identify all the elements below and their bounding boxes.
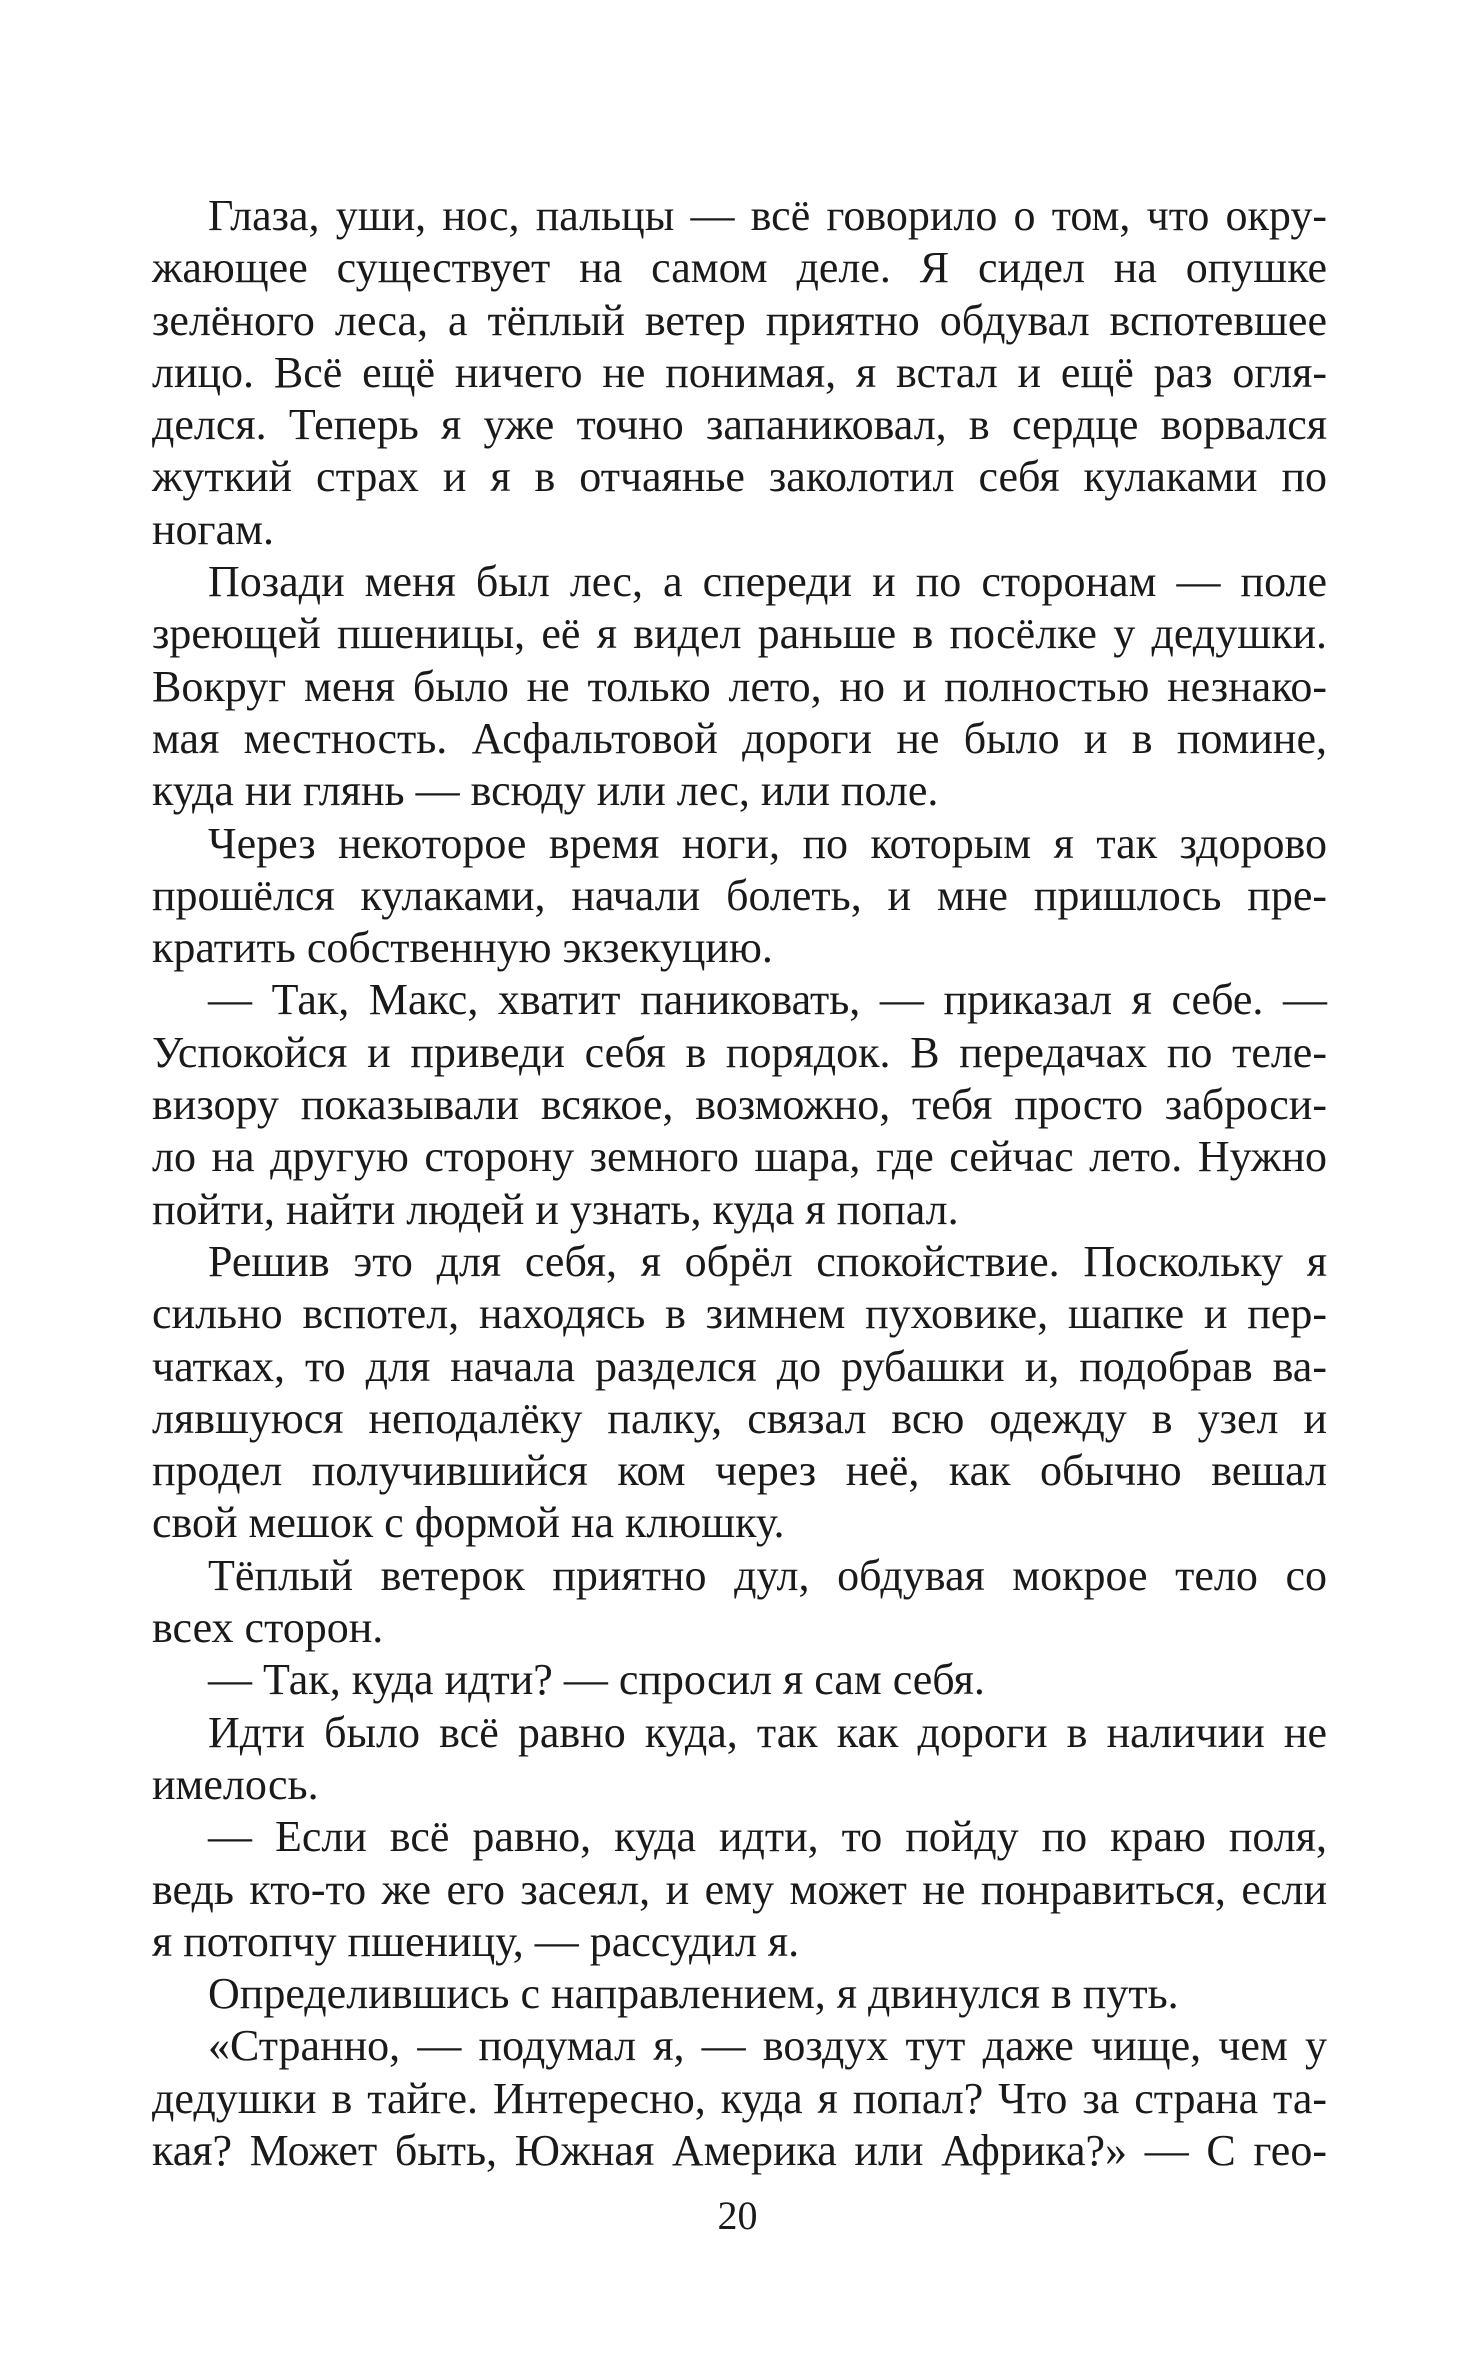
text-line: имелось.	[152, 1759, 319, 1809]
text-line: продел получившийся ком через неё, как обычно вешал	[152, 1446, 1327, 1496]
text-line: я потопчу пшеницу, — рассудил я.	[152, 1916, 800, 1966]
text-line: Решив это для себя, я обрёл спокойствие. Поскольку я	[208, 1236, 1327, 1286]
text-line: кая? Может быть, Южная Америка или Африка?» — С гео-	[152, 2125, 1327, 2175]
text-line: Тёплый ветерок приятно дул, обдувая мокрое тело со	[208, 1550, 1327, 1600]
text-line: Вокруг меня было не только лето, но и полностью незнако-	[152, 661, 1327, 711]
text-line: пойти, найти людей и узнать, куда я попал.	[152, 1184, 959, 1234]
text-line: «Странно, — подумал я, — воздух тут даже чище, чем у	[208, 2021, 1327, 2071]
body-text	[152, 190, 1327, 2177]
text-line: жающее существует на самом деле. Я сидел на опушке	[152, 243, 1327, 293]
text-line: делся. Теперь я уже точно запаниковал, в сердце ворвался	[152, 400, 1327, 450]
text-line: — Так, Макс, хватит паниковать, — приказал я себе. —	[208, 975, 1327, 1025]
text-line: всех сторон.	[152, 1603, 384, 1653]
text-line: ногам.	[152, 504, 274, 554]
text-line: Идти было всё равно куда, так как дороги в наличии не	[208, 1707, 1327, 1757]
text-line: зреющей пшеницы, её я видел раньше в посёлке у дедушки.	[152, 609, 1327, 659]
text-line: Успокойся и приведи себя в порядок. В передачах по теле-	[152, 1027, 1327, 1077]
page-number: 20	[717, 2193, 758, 2238]
text-line: прошёлся кулаками, начали болеть, и мне пришлось пре-	[152, 870, 1327, 920]
text-line: дедушки в тайге. Интересно, куда я попал? Что за страна та-	[152, 2073, 1327, 2123]
text-line: зелёного леса, а тёплый ветер приятно обдувал вспотевшее	[152, 295, 1327, 345]
text-line: Глаза, уши, нос, пальцы — всё говорило о том, что окру-	[208, 191, 1327, 240]
text-line: кратить собственную экзекуцию.	[152, 923, 773, 973]
text-line: чатках, то для начала разделся до рубашки и, подобрав ва-	[152, 1341, 1327, 1391]
text-line: лицо. Всё ещё ничего не понимая, я встал и ещё раз огля-	[152, 347, 1327, 397]
text-line: сильно вспотел, находясь в зимнем пуховике, шапке и пер-	[152, 1289, 1327, 1339]
text-line: лявшуюся неподалёку палку, связал всю одежду в узел и	[152, 1393, 1327, 1443]
text-line: — Если всё равно, куда идти, то пойду по краю поля,	[208, 1812, 1327, 1862]
text-line: жуткий страх и я в отчаянье заколотил себя кулаками по	[152, 452, 1327, 502]
text-line: Определившись с направлением, я двинулся в путь.	[208, 1969, 1179, 2019]
text-line: мая местность. Асфальтовой дороги не было и в помине,	[152, 713, 1327, 763]
text-line: визору показывали всякое, возможно, тебя просто заброси-	[152, 1080, 1327, 1130]
text-line: ло на другую сторону земного шара, где сейчас лето. Нужно	[152, 1132, 1327, 1182]
text-line: ведь кто-то же его засеял, и ему может не понравиться, если	[152, 1864, 1327, 1914]
text-line: Позади меня был лес, а спереди и по сторонам — поле	[208, 557, 1327, 607]
text-line: куда ни глянь — всюду или лес, или поле.	[152, 766, 939, 816]
text-line: свой мешок с формой на клюшку.	[152, 1498, 785, 1548]
text-line: — Так, куда идти? — спросил я сам себя.	[208, 1655, 985, 1705]
text-line: Через некоторое время ноги, по которым я так здорово	[208, 818, 1327, 868]
